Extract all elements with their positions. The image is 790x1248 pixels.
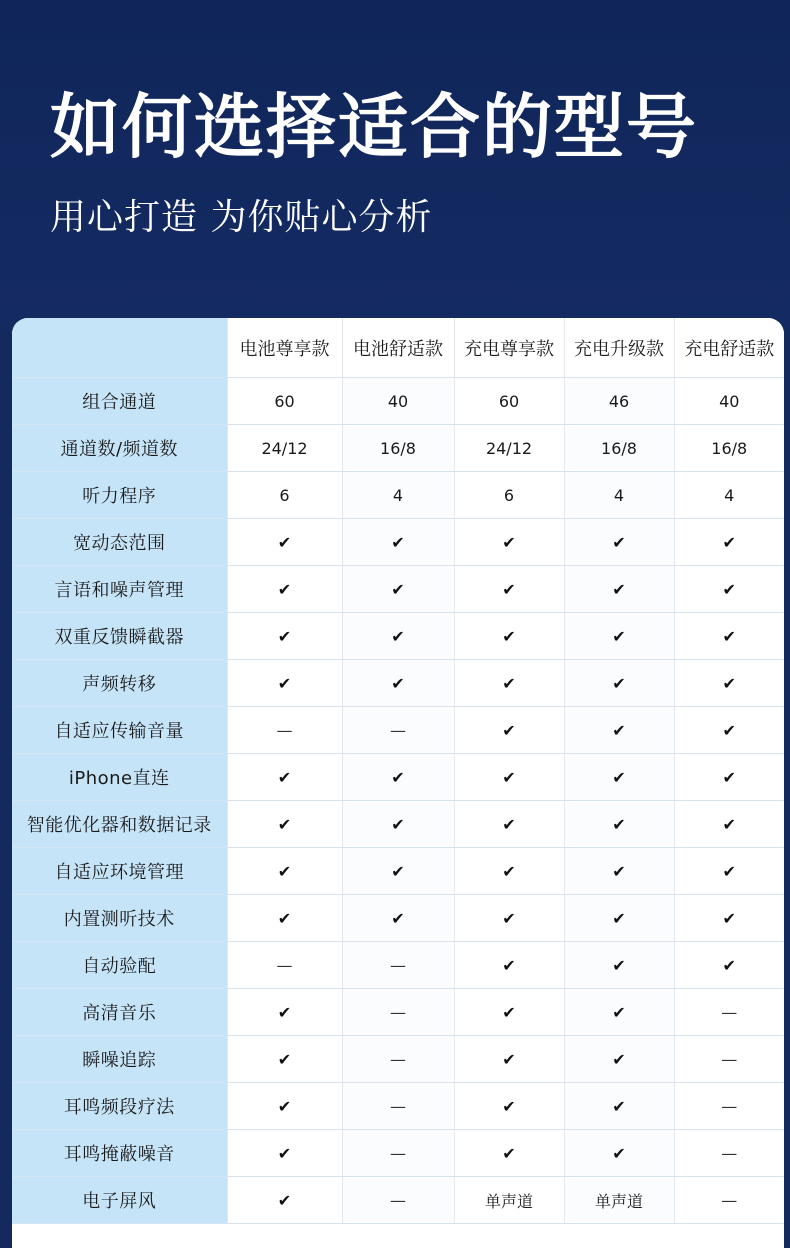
page-title: 如何选择适合的型号 <box>50 86 698 168</box>
checkmark-icon: ✔ <box>342 848 454 895</box>
checkmark-icon: ✔ <box>674 848 784 895</box>
table-row <box>12 1130 784 1177</box>
checkmark-icon: ✔ <box>227 1083 342 1130</box>
model-comparison-table <box>12 318 784 1224</box>
checkmark-icon: ✔ <box>564 989 674 1036</box>
checkmark-icon: ✔ <box>342 895 454 942</box>
dash-icon: — <box>342 942 454 989</box>
dash-icon: — <box>674 1130 784 1177</box>
checkmark-icon: ✔ <box>564 848 674 895</box>
checkmark-icon: ✔ <box>674 566 784 613</box>
checkmark-icon: ✔ <box>674 801 784 848</box>
table-row <box>12 989 784 1036</box>
table-cell-value: 40 <box>674 378 784 425</box>
table-cell-value: 24/12 <box>454 425 564 472</box>
checkmark-icon: ✔ <box>564 613 674 660</box>
checkmark-icon: ✔ <box>674 707 784 754</box>
feature-label: 电子屏风 <box>12 1177 227 1224</box>
checkmark-icon: ✔ <box>674 660 784 707</box>
table-cell-value: 4 <box>342 472 454 519</box>
checkmark-icon: ✔ <box>564 1036 674 1083</box>
feature-label: 耳鸣频段疗法 <box>12 1083 227 1130</box>
feature-label: 自适应环境管理 <box>12 848 227 895</box>
feature-label: 听力程序 <box>12 472 227 519</box>
table-row <box>12 754 784 801</box>
checkmark-icon: ✔ <box>227 613 342 660</box>
column-header-rechargeable-comfort: 充电舒适款 <box>674 318 784 378</box>
table-cell-value: 单声道 <box>564 1177 674 1224</box>
checkmark-icon: ✔ <box>454 707 564 754</box>
table-cell-value: 4 <box>564 472 674 519</box>
hero-banner <box>0 0 790 330</box>
dash-icon: — <box>342 989 454 1036</box>
table-row <box>12 942 784 989</box>
table-cell-value: 60 <box>227 378 342 425</box>
table-row <box>12 707 784 754</box>
dash-icon: — <box>342 1083 454 1130</box>
table-cell-value: 24/12 <box>227 425 342 472</box>
table-cell-value: 46 <box>564 378 674 425</box>
feature-label: 内置测听技术 <box>12 895 227 942</box>
feature-label: 言语和噪声管理 <box>12 566 227 613</box>
table-header-row <box>12 318 784 378</box>
checkmark-icon: ✔ <box>454 1036 564 1083</box>
column-header-rechargeable-premium: 充电尊享款 <box>454 318 564 378</box>
checkmark-icon: ✔ <box>342 519 454 566</box>
table-row <box>12 566 784 613</box>
feature-label: 组合通道 <box>12 378 227 425</box>
feature-label: 瞬噪追踪 <box>12 1036 227 1083</box>
dash-icon: — <box>227 707 342 754</box>
table-cell-value: 60 <box>454 378 564 425</box>
checkmark-icon: ✔ <box>227 754 342 801</box>
table-cell-value: 单声道 <box>454 1177 564 1224</box>
checkmark-icon: ✔ <box>564 566 674 613</box>
checkmark-icon: ✔ <box>564 895 674 942</box>
checkmark-icon: ✔ <box>342 660 454 707</box>
checkmark-icon: ✔ <box>674 519 784 566</box>
table-row <box>12 519 784 566</box>
checkmark-icon: ✔ <box>454 613 564 660</box>
checkmark-icon: ✔ <box>564 660 674 707</box>
table-row <box>12 425 784 472</box>
checkmark-icon: ✔ <box>454 519 564 566</box>
checkmark-icon: ✔ <box>227 519 342 566</box>
feature-label: iPhone直连 <box>12 754 227 801</box>
table-cell-value: 16/8 <box>674 425 784 472</box>
table-row <box>12 660 784 707</box>
checkmark-icon: ✔ <box>454 801 564 848</box>
table-cell-value: 6 <box>227 472 342 519</box>
dash-icon: — <box>674 989 784 1036</box>
checkmark-icon: ✔ <box>227 989 342 1036</box>
checkmark-icon: ✔ <box>564 801 674 848</box>
table-row <box>12 378 784 425</box>
feature-label: 高清音乐 <box>12 989 227 1036</box>
table-row <box>12 895 784 942</box>
dash-icon: — <box>342 1177 454 1224</box>
table-cell-value: 4 <box>674 472 784 519</box>
checkmark-icon: ✔ <box>564 519 674 566</box>
checkmark-icon: ✔ <box>342 754 454 801</box>
checkmark-icon: ✔ <box>227 660 342 707</box>
checkmark-icon: ✔ <box>227 1177 342 1224</box>
checkmark-icon: ✔ <box>564 1083 674 1130</box>
feature-label: 宽动态范围 <box>12 519 227 566</box>
checkmark-icon: ✔ <box>454 1083 564 1130</box>
comparison-card <box>12 318 784 1248</box>
checkmark-icon: ✔ <box>454 566 564 613</box>
table-row <box>12 613 784 660</box>
checkmark-icon: ✔ <box>564 707 674 754</box>
checkmark-icon: ✔ <box>454 754 564 801</box>
dash-icon: — <box>674 1083 784 1130</box>
table-corner-cell <box>12 318 227 378</box>
checkmark-icon: ✔ <box>564 754 674 801</box>
checkmark-icon: ✔ <box>454 848 564 895</box>
dash-icon: — <box>674 1036 784 1083</box>
feature-label: 自适应传输音量 <box>12 707 227 754</box>
feature-label: 智能优化器和数据记录 <box>12 801 227 848</box>
page-subtitle: 用心打造 为你贴心分析 <box>50 197 433 238</box>
table-cell-value: 16/8 <box>342 425 454 472</box>
checkmark-icon: ✔ <box>564 1130 674 1177</box>
checkmark-icon: ✔ <box>564 942 674 989</box>
checkmark-icon: ✔ <box>227 801 342 848</box>
column-header-battery-premium: 电池尊享款 <box>227 318 342 378</box>
table-row <box>12 848 784 895</box>
feature-label: 自动验配 <box>12 942 227 989</box>
feature-label: 耳鸣掩蔽噪音 <box>12 1130 227 1177</box>
feature-label: 双重反馈瞬截器 <box>12 613 227 660</box>
checkmark-icon: ✔ <box>454 942 564 989</box>
checkmark-icon: ✔ <box>674 895 784 942</box>
dash-icon: — <box>227 942 342 989</box>
dash-icon: — <box>342 1130 454 1177</box>
feature-label: 通道数/频道数 <box>12 425 227 472</box>
checkmark-icon: ✔ <box>674 754 784 801</box>
dash-icon: — <box>342 707 454 754</box>
table-row <box>12 801 784 848</box>
dash-icon: — <box>674 1177 784 1224</box>
column-header-battery-comfort: 电池舒适款 <box>342 318 454 378</box>
checkmark-icon: ✔ <box>227 1036 342 1083</box>
checkmark-icon: ✔ <box>227 1130 342 1177</box>
feature-label: 声频转移 <box>12 660 227 707</box>
checkmark-icon: ✔ <box>342 613 454 660</box>
table-cell-value: 6 <box>454 472 564 519</box>
checkmark-icon: ✔ <box>342 801 454 848</box>
column-header-rechargeable-upgrade: 充电升级款 <box>564 318 674 378</box>
table-row <box>12 1177 784 1224</box>
dash-icon: — <box>342 1036 454 1083</box>
checkmark-icon: ✔ <box>674 613 784 660</box>
checkmark-icon: ✔ <box>227 895 342 942</box>
checkmark-icon: ✔ <box>342 566 454 613</box>
checkmark-icon: ✔ <box>227 848 342 895</box>
table-cell-value: 16/8 <box>564 425 674 472</box>
table-row <box>12 1083 784 1130</box>
table-cell-value: 40 <box>342 378 454 425</box>
checkmark-icon: ✔ <box>454 989 564 1036</box>
table-row <box>12 1036 784 1083</box>
checkmark-icon: ✔ <box>674 942 784 989</box>
checkmark-icon: ✔ <box>454 660 564 707</box>
table-row <box>12 472 784 519</box>
checkmark-icon: ✔ <box>454 1130 564 1177</box>
checkmark-icon: ✔ <box>227 566 342 613</box>
checkmark-icon: ✔ <box>454 895 564 942</box>
